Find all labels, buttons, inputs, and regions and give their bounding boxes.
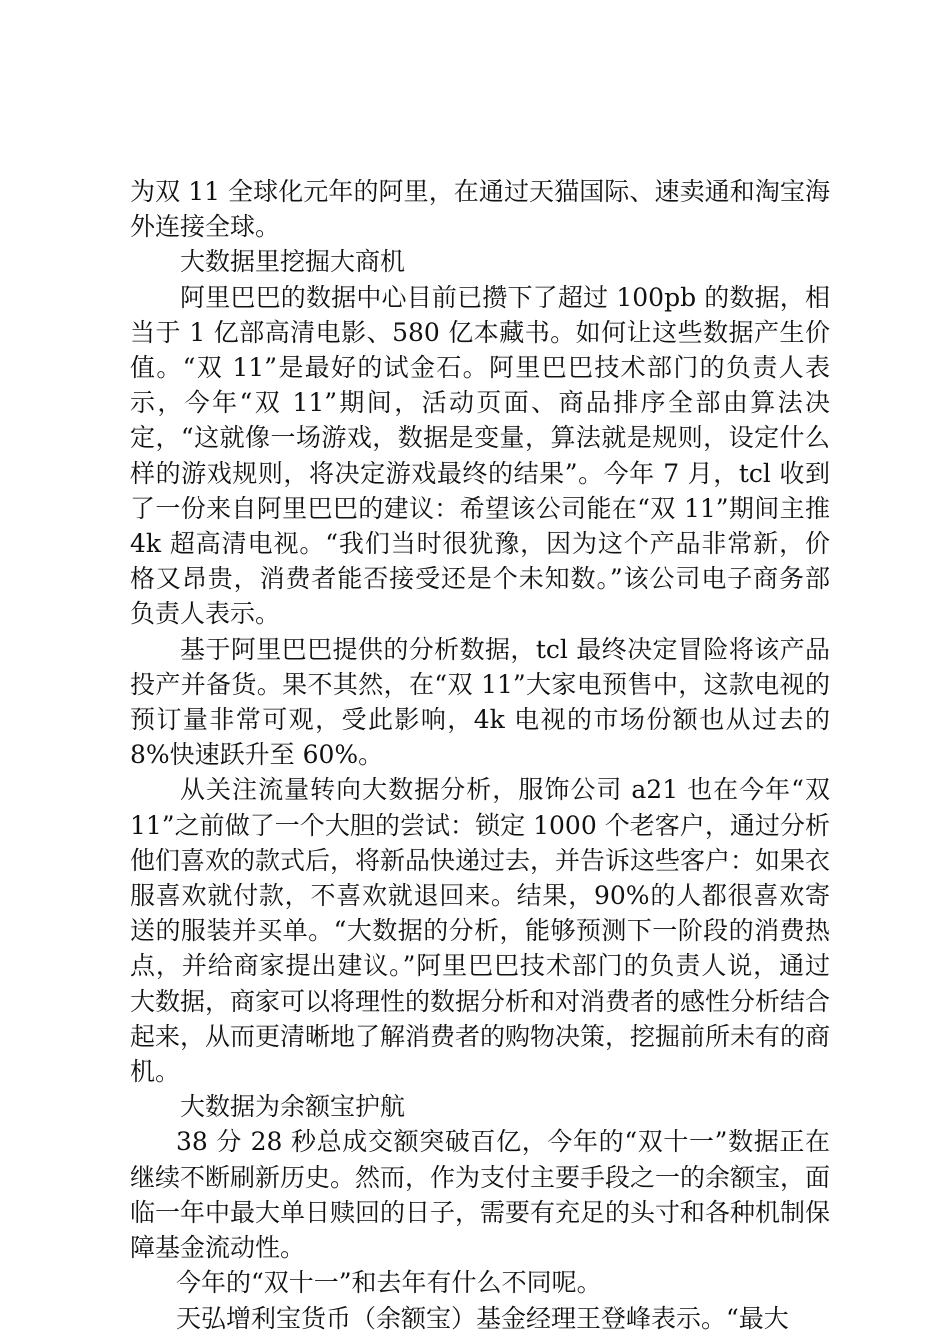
section-heading-yuebao: 大数据为余额宝护航 <box>180 1092 406 1122</box>
document-body <box>130 174 830 1336</box>
paragraph-question: 今年的“双十一”和去年有什么不同呢。 <box>176 1268 602 1298</box>
paragraph-intro: 为双 11 全球化元年的阿里，在通过天猫国际、速卖通和淘宝海外连接全球。 <box>130 177 830 242</box>
paragraph-fund-manager: 天弘增利宝货币（余额宝）基金经理王登峰表示。“最大 <box>176 1303 789 1333</box>
paragraph-data-center: 阿里巴巴的数据中心目前已攒下了超过 100pb 的数据，相当于 1 亿部高清电影、580 亿本藏书。如何让这些数据产生价值。“双 11”是最好的试金石。阿里巴巴技术部门的负责人表示，今年“双 11”期间，活动页面、商品排序全部由算法决定，“这就像一场游戏，数据是变量，算法就是规则，设定什么样的游戏规则，将决定游戏最终的结果”。今年 7 月，tcl 收到了一份来自阿里巴巴的建议：希望该公司能在“双 11”期间主推 4k 超高清电视。“我们当时很犹豫，因为这个产品非常新，价格又昂贵，消费者能否接受还是个未知数。”该公司电子商务部负责人表示。 <box>130 282 830 629</box>
paragraph-transaction-volume: 38 分 28 秒总成交额突破百亿，今年的“双十一”数据正在继续不断刷新历史。然而，作为支付主要手段之一的余额宝，面临一年中最大单日赎回的日子，需要有充足的头寸和各种机制保障基金流动性。 <box>130 1127 831 1263</box>
paragraph-tcl: 基于阿里巴巴提供的分析数据，tcl 最终决定冒险将该产品投产并备货。果不其然，在“双 11”大家电预售中，这款电视的预订量非常可观，受此影响，4k 电视的市场份额也从过去的 8%快速跃升至 60%。 <box>130 634 830 770</box>
section-heading-big-data-business: 大数据里挖掘大商机 <box>180 247 406 277</box>
paragraph-a21: 从关注流量转向大数据分析，服饰公司 a21 也在今年“双 11”之前做了一个大胆的尝试：锁定 1000 个老客户，通过分析他们喜欢的款式后，将新品快递过去，并告诉这些客户：如果衣服喜欢就付款，不喜欢就退回来。结果，90%的人都很喜欢寄送的服装并买单。“大数据的分析，能够预测下一阶段的消费热点，并给商家提出建议。”阿里巴巴技术部门的负责人说，通过大数据，商家可以将理性的数据分析和对消费者的感性分析结合起来，从而更清晰地了解消费者的购物决策，挖掘前所未有的商机。 <box>130 775 831 1087</box>
